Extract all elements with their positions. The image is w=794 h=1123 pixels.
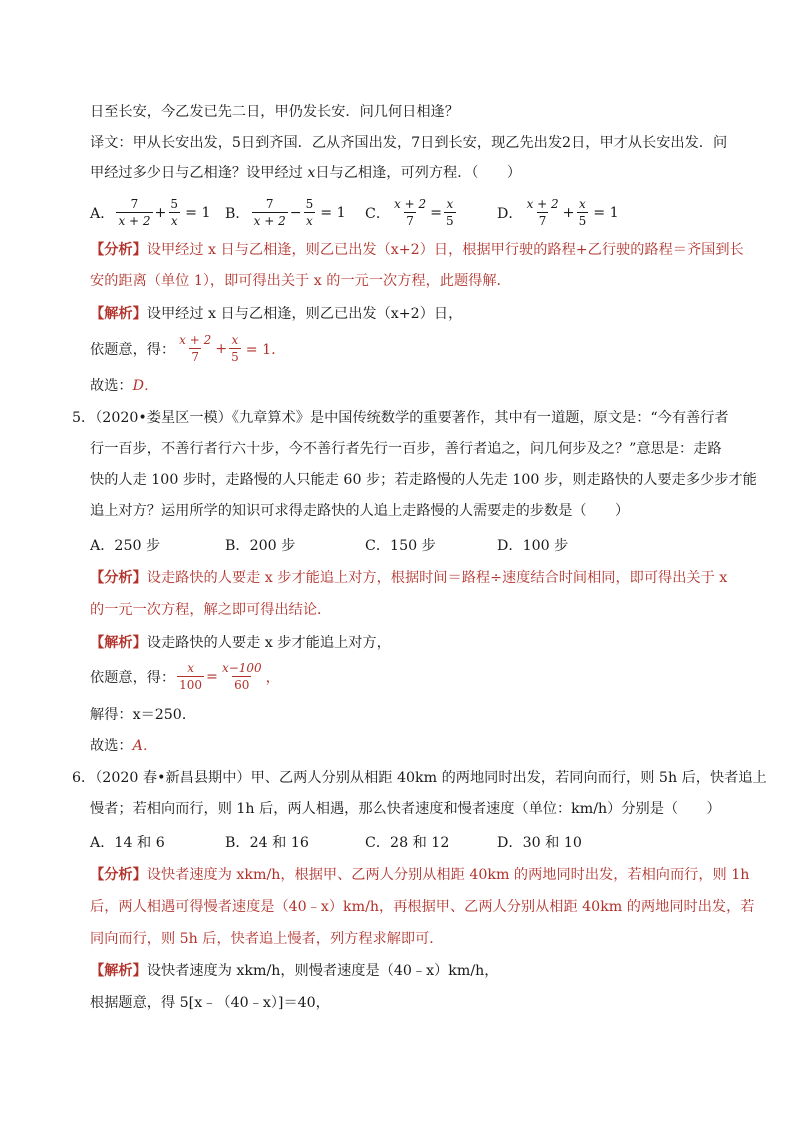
- answer-value: A．: [132, 738, 158, 754]
- fraction: [116, 198, 152, 227]
- numerator: x + 2: [179, 333, 212, 347]
- analysis-tag: 【分析】: [90, 570, 147, 586]
- q5-answer: [90, 736, 157, 756]
- q6-solution-cont: 根据题意，得 5[x﹣（40﹣x）]＝40，: [90, 995, 330, 1011]
- analysis-tag: 【分析】: [90, 867, 147, 883]
- fraction: [220, 662, 264, 691]
- option-a[interactable]: [90, 198, 211, 227]
- q4-answer: [90, 376, 158, 396]
- option-d[interactable]: D．30 和 10: [497, 835, 582, 851]
- operator: −: [289, 204, 302, 221]
- q6-analysis: [90, 865, 749, 885]
- operator: =: [430, 204, 443, 221]
- fraction: [577, 198, 589, 227]
- option-label: A．: [90, 205, 115, 222]
- q5-solve: 解得：x＝250．: [90, 707, 197, 723]
- denominator: x + 2: [253, 214, 286, 228]
- q6-analysis-cont: 同向而行，则 5h 后，快者追上慢者，列方程求解即可．: [90, 931, 444, 947]
- text: 故选：: [90, 378, 133, 394]
- fraction: [525, 198, 561, 227]
- numerator: x−100: [221, 661, 262, 675]
- operator: +: [215, 340, 228, 357]
- solution-tag: 【解析】: [90, 635, 147, 651]
- fraction: [252, 198, 288, 227]
- numerator: x: [446, 197, 454, 211]
- numerator: 5: [170, 197, 179, 211]
- denominator: 100: [179, 678, 203, 692]
- q4-analysis-cont: 安的距离（单位 1），即可得出关于 x 的一元一次方程，此题得解．: [90, 273, 511, 289]
- option-c[interactable]: [365, 198, 458, 227]
- q6-analysis-cont: 后，两人相遇可得慢者速度是（40﹣x）km/h，再根据甲、乙两人分别从相距 40km 的两地同时出发，若: [90, 899, 755, 915]
- denominator: 5: [231, 350, 239, 364]
- text: 依题意，得：: [90, 341, 176, 358]
- q4-translation-line: [90, 163, 521, 183]
- text: 依题意，得：: [90, 669, 176, 686]
- q5-text-line: 快的人走 100 步时，走路慢的人只能走 60 步；若走路慢的人先走 100 步，则走路快的人要走多少步才能: [90, 472, 757, 488]
- q5-text-line: 追上对方？运用所学的知识可求得走路快的人追上走路慢的人需要走的步数是（ ）: [90, 503, 630, 519]
- numerator: x: [187, 661, 194, 675]
- q5-analysis: [90, 568, 727, 588]
- numerator: 5: [305, 197, 314, 211]
- operator: =: [206, 668, 218, 685]
- text: 设甲经过 x 日与乙相逢，则乙已出发（x+2）日，: [146, 306, 463, 322]
- rhs: = 1: [593, 204, 619, 221]
- text: 设甲经过 x 日与乙相逢，则乙已出发（x+2）日，根据甲行驶的路程+乙行驶的路程＝齐国到长: [146, 242, 744, 258]
- solution-tag: 【解析】: [90, 963, 147, 979]
- q6-text-line: 慢者；若相向而行，则 1h 后，两人相遇，那么快者速度和慢者速度（单位：km/h）分别是（ ）: [90, 801, 721, 817]
- fraction: [304, 198, 316, 227]
- text: 日与乙相逢，可列方程．（ ）: [315, 165, 522, 181]
- numerator: x + 2: [526, 197, 559, 211]
- rhs: ，: [265, 669, 280, 686]
- q4-analysis: [90, 240, 744, 260]
- rhs: = 1: [185, 204, 211, 221]
- option-b[interactable]: [225, 198, 346, 227]
- q5-analysis-cont: 的一元一次方程，解之即可得出结论．: [90, 602, 332, 618]
- fraction: [392, 198, 428, 227]
- denominator: 5: [446, 214, 454, 228]
- text: 设快者速度为 xkm/h，根据甲、乙两人分别从相距 40km 的两地同时出发，若相向而行，则 1h: [146, 867, 750, 883]
- denominator: 7: [406, 214, 414, 228]
- q5-equation: [90, 662, 280, 691]
- operator: +: [154, 204, 167, 221]
- rhs: = 1．: [245, 341, 286, 358]
- q5-text-line: 5．（2020•娄星区一模）《九章算术》是中国传统数学的重要著作，其中有一道题，原文是：“今有善行者: [72, 410, 729, 426]
- solution-tag: 【解析】: [90, 306, 147, 322]
- option-d[interactable]: D．100 步: [497, 538, 569, 554]
- answer-value: D．: [132, 378, 159, 394]
- text: 设走路快的人要走 x 步才能追上对方，: [146, 635, 391, 651]
- option-c[interactable]: C．150 步: [365, 538, 436, 554]
- option-b[interactable]: B．24 和 16: [225, 835, 309, 851]
- q6-text-line: 6．（2020 春•新昌县期中）甲、乙两人分别从相距 40km 的两地同时出发，若同向而行，则 5h 后，快者追上: [72, 770, 767, 786]
- fraction: [168, 198, 180, 227]
- option-label: C．: [365, 205, 391, 222]
- denominator: x: [306, 214, 313, 228]
- fraction: [177, 334, 213, 363]
- option-label: D．: [497, 205, 523, 222]
- denominator: 5: [578, 214, 587, 228]
- numerator: 7: [265, 197, 274, 211]
- fraction: [177, 662, 204, 691]
- option-c[interactable]: C．28 和 12: [365, 835, 450, 851]
- q4-translation-line: 译文：甲从长安出发，5日到齐国．乙从齐国出发，7日到长安，现乙先出发2日，甲才从长安出发．问: [90, 135, 728, 151]
- option-b[interactable]: B．200 步: [225, 538, 296, 554]
- numerator: x: [578, 197, 586, 211]
- text: 设走路快的人要走 x 步才能追上对方，根据时间＝路程÷速度结合时间相同，即可得出关于 x: [146, 570, 728, 586]
- option-a[interactable]: A．14 和 6: [90, 835, 165, 851]
- fraction: [229, 334, 241, 363]
- option-d[interactable]: [497, 198, 619, 227]
- denominator: 60: [234, 678, 250, 692]
- analysis-tag: 【分析】: [90, 242, 147, 258]
- q4-equation: [90, 334, 285, 363]
- operator: +: [562, 204, 575, 221]
- text: 甲经过多少日与乙相逢？设甲经过: [90, 165, 308, 181]
- text: 故选：: [90, 738, 133, 754]
- numerator: x: [231, 333, 239, 347]
- q6-solution: [90, 961, 498, 981]
- denominator: x: [170, 214, 178, 228]
- denominator: x + 2: [118, 214, 151, 228]
- denominator: 7: [191, 350, 199, 364]
- option-a[interactable]: A．250 步: [90, 538, 161, 554]
- q4-solution: [90, 304, 462, 324]
- var-x: x: [307, 165, 316, 181]
- numerator: x + 2: [394, 197, 427, 211]
- denominator: 7: [538, 214, 547, 228]
- q5-solution: [90, 633, 391, 653]
- fraction: [444, 198, 456, 227]
- option-label: B．: [225, 205, 250, 222]
- q4-text-line: 日至长安，今乙发已先二日，甲仍发长安．问几何日相逢？: [90, 104, 459, 120]
- q5-text-line: 行一百步，不善行者行六十步，今不善行者先行一百步，善行者追之，问几何步及之？”意思是：走路: [90, 441, 722, 457]
- text: 设快者速度为 xkm/h，则慢者速度是（40﹣x）km/h，: [146, 963, 499, 979]
- rhs: = 1: [320, 204, 346, 221]
- numerator: 7: [130, 197, 139, 211]
